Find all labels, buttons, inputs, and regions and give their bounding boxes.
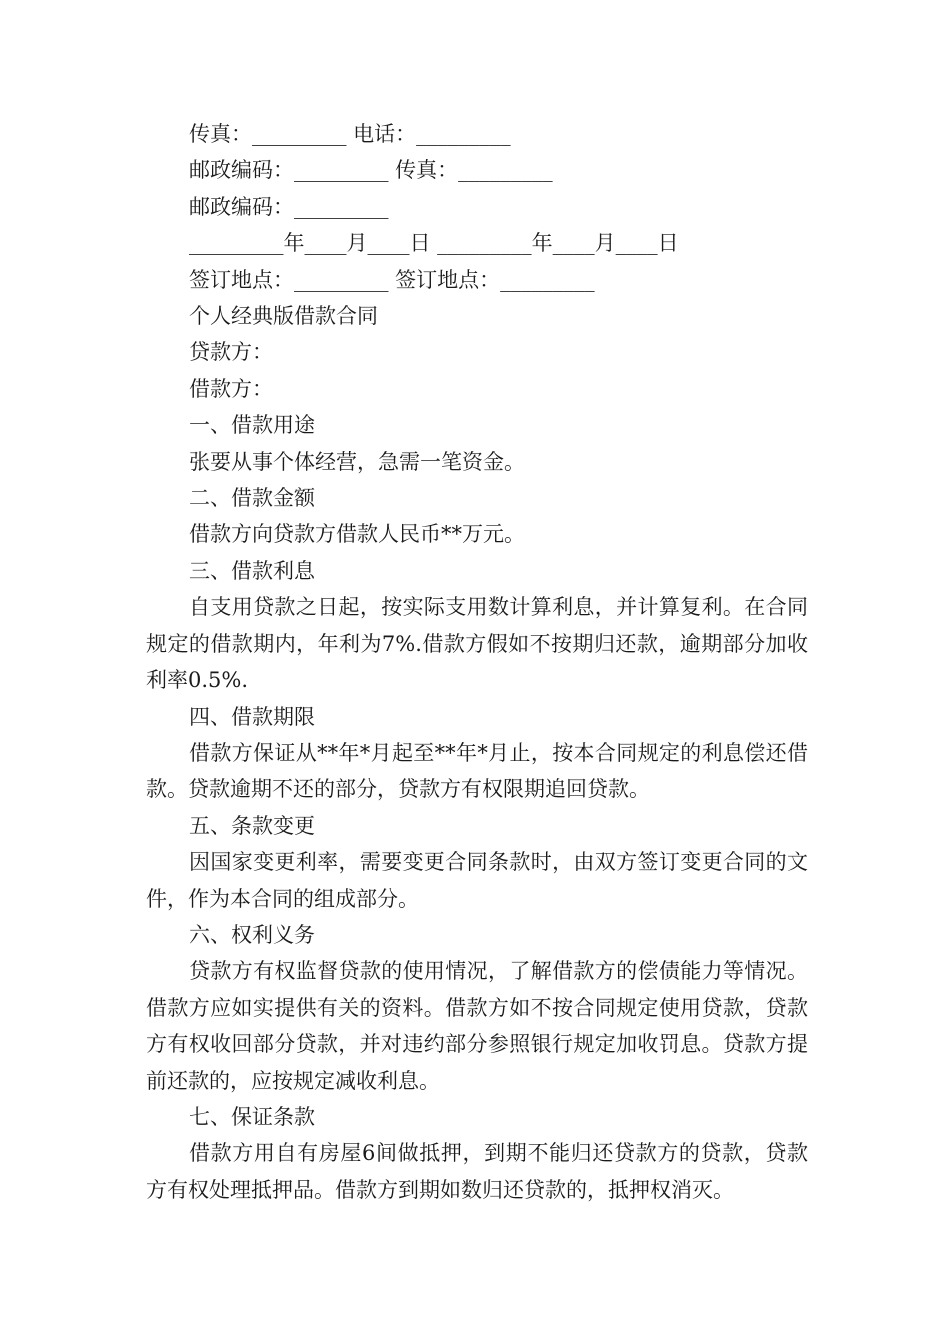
- section-heading: 三、借款利息: [189, 558, 315, 583]
- section-body: 自支用贷款之日起，按实际支用数计算利息，并计算复利。在合同规定的借款期内，年利为7%.借款方假如不按期归还款，逾期部分加收利率0.5%.: [146, 595, 808, 693]
- lender-label: 贷款方：: [189, 340, 273, 365]
- signing-place-line: 签订地点：_________ 签订地点：_________: [189, 267, 595, 292]
- section-heading: 一、借款用途: [189, 413, 315, 438]
- section-body: 借款方用自有房屋6间做抵押，到期不能归还贷款方的贷款，贷款方有权处理抵押品。借款方到期如数归还贷款的，抵押权消灭。: [146, 1141, 808, 1202]
- date-line: _________年____月____日 _________年____月____日: [189, 231, 679, 256]
- section-body: 贷款方有权监督贷款的使用情况，了解借款方的偿债能力等情况。借款方应如实提供有关的资料。借款方如不按合同规定使用贷款，贷款方有权收回部分贷款，并对违约部分参照银行规定加收罚息。贷款方提前还款的，应按规定减收利息。: [146, 959, 808, 1093]
- section-body: 借款方向贷款方借款人民币**万元。: [189, 522, 525, 547]
- section-heading: 五、条款变更: [189, 813, 315, 838]
- borrower-label: 借款方：: [189, 376, 273, 401]
- postcode-fax-line: 邮政编码：_________ 传真：_________: [189, 158, 553, 183]
- section-body: 张要从事个体经营，急需一笔资金。: [189, 449, 525, 474]
- fax-phone-line: 传真：_________ 电话：_________: [189, 122, 511, 146]
- section-heading: 七、保证条款: [189, 1104, 315, 1129]
- section-heading: 二、借款金额: [189, 486, 315, 511]
- section-body: 借款方保证从**年*月起至**年*月止，按本合同规定的利息偿还借款。贷款逾期不还的部分，贷款方有权限期追回贷款。: [146, 740, 808, 802]
- contract-title: 个人经典版借款合同: [189, 304, 378, 329]
- postcode-line: 邮政编码：_________: [189, 194, 389, 219]
- section-body: 因国家变更利率，需要变更合同条款时，由双方签订变更合同的文件，作为本合同的组成部分。: [146, 850, 808, 911]
- document-page: [146, 116, 808, 1208]
- section-heading: 六、权利义务: [189, 922, 315, 947]
- section-heading: 四、借款期限: [189, 704, 315, 729]
